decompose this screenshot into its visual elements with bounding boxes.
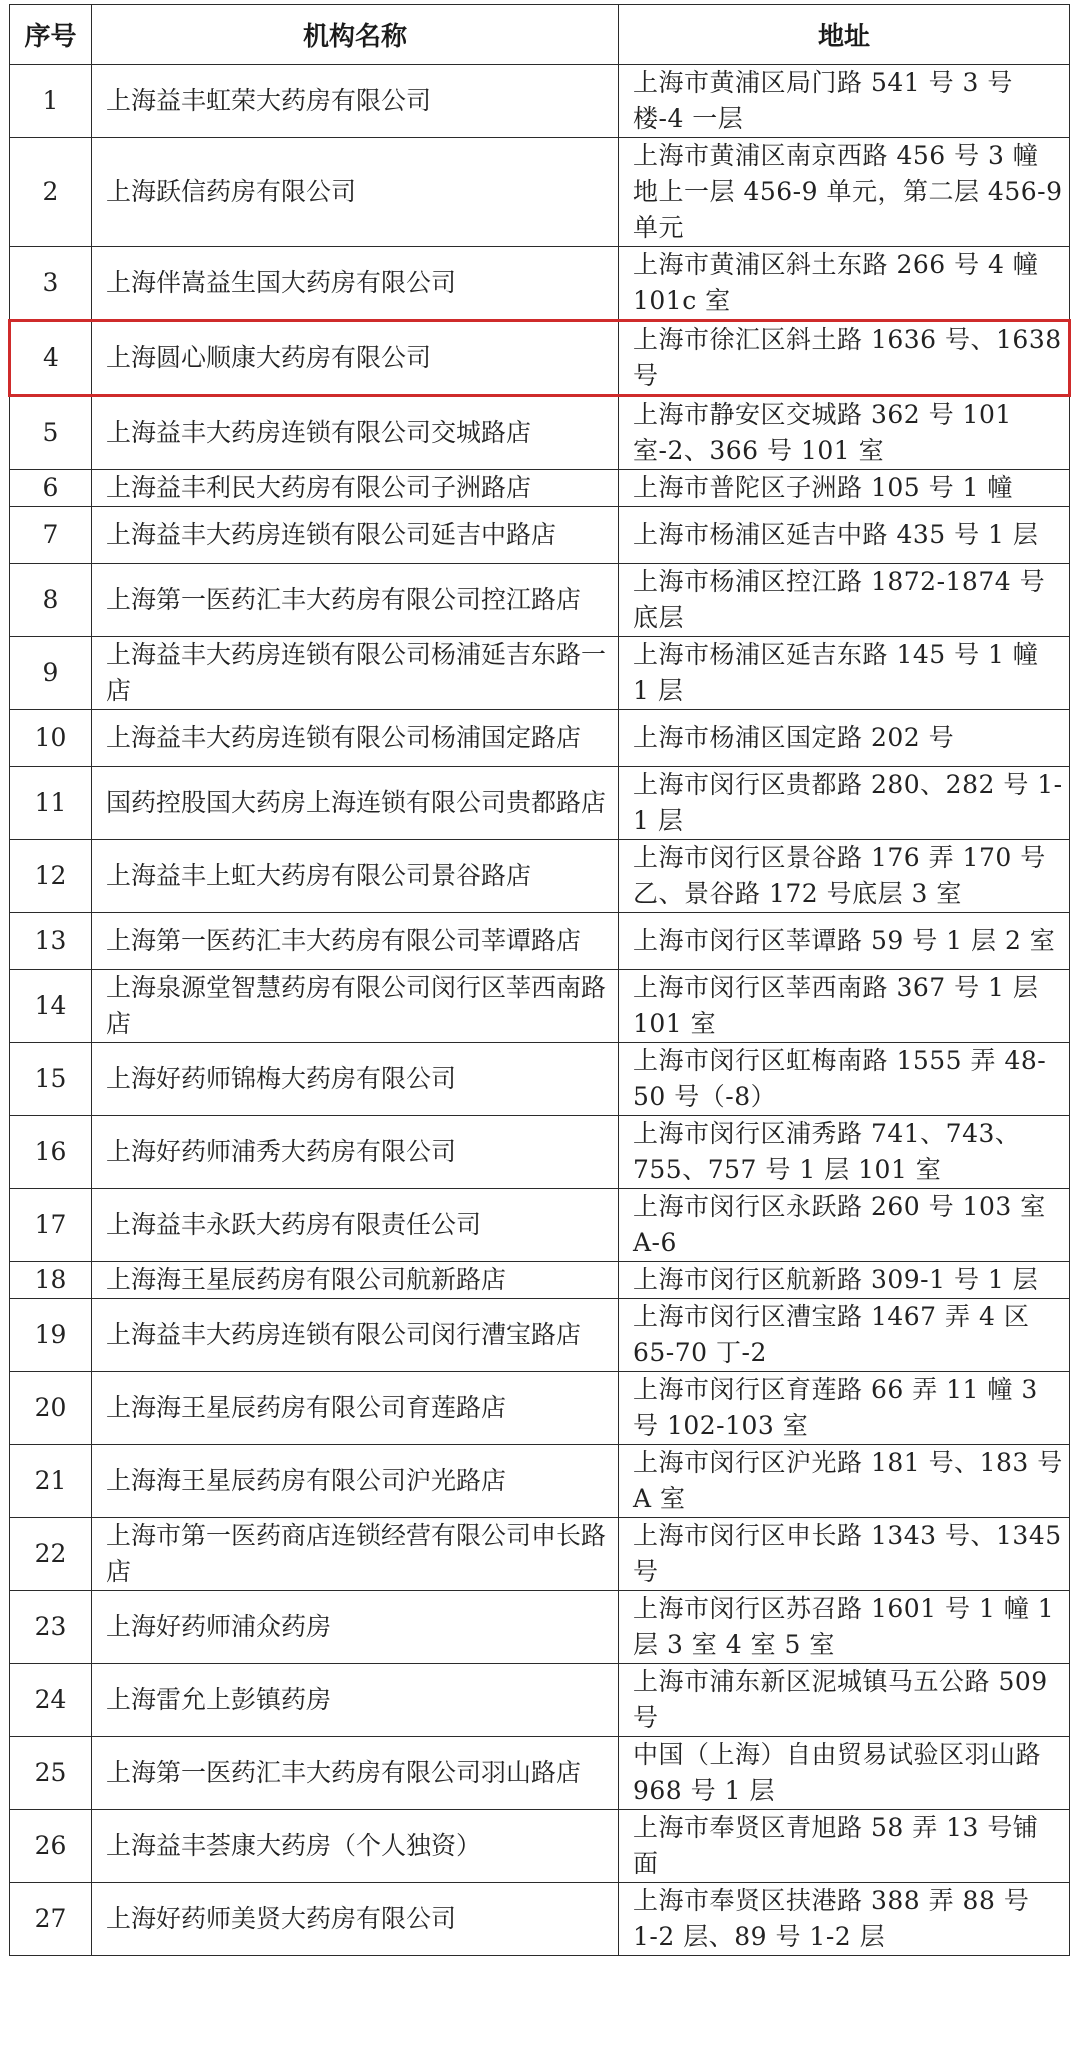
institution-address: 上海市黄浦区南京西路 456 号 3 幢地上一层 456-9 单元，第二层 456-9 单元: [619, 138, 1070, 247]
row-index: 21: [10, 1445, 92, 1518]
table-row: [10, 1116, 1070, 1189]
institution-name: 上海海王星辰药房有限公司育莲路店: [92, 1372, 619, 1445]
institution-name: 上海泉源堂智慧药房有限公司闵行区莘西南路店: [92, 970, 619, 1043]
institution-name: 上海市第一医药商店连锁经营有限公司申长路店: [92, 1518, 619, 1591]
row-index: 19: [10, 1299, 92, 1372]
row-index: 18: [10, 1262, 92, 1299]
institution-name: 上海圆心顺康大药房有限公司: [92, 321, 619, 396]
institution-name: 国药控股国大药房上海连锁有限公司贵都路店: [92, 767, 619, 840]
institution-address: 上海市闵行区莘谭路 59 号 1 层 2 室: [619, 913, 1070, 970]
table-body: [10, 65, 1070, 1956]
institution-address: 上海市闵行区航新路 309-1 号 1 层: [619, 1262, 1070, 1299]
institution-address: 上海市闵行区苏召路 1601 号 1 幢 1 层 3 室 4 室 5 室: [619, 1591, 1070, 1664]
table-row: [10, 637, 1070, 710]
institution-name: 上海益丰大药房连锁有限公司杨浦延吉东路一店: [92, 637, 619, 710]
table-header: [10, 5, 1070, 65]
table-row: [10, 1883, 1070, 1956]
table-row: [10, 1189, 1070, 1262]
table-row: [10, 767, 1070, 840]
institution-address: 上海市闵行区景谷路 176 弄 170 号乙、景谷路 172 号底层 3 室: [619, 840, 1070, 913]
institution-address: 上海市闵行区虹梅南路 1555 弄 48-50 号（-8）: [619, 1043, 1070, 1116]
row-index: 3: [10, 247, 92, 321]
table-row-highlighted: [10, 321, 1070, 396]
row-index: 15: [10, 1043, 92, 1116]
institution-address: 上海市闵行区永跃路 260 号 103 室 A-6: [619, 1189, 1070, 1262]
row-index: 1: [10, 65, 92, 138]
institution-name: 上海益丰荟康大药房（个人独资）: [92, 1810, 619, 1883]
row-index: 27: [10, 1883, 92, 1956]
row-index: 10: [10, 710, 92, 767]
row-index: 14: [10, 970, 92, 1043]
institution-name: 上海第一医药汇丰大药房有限公司控江路店: [92, 564, 619, 637]
table-row: [10, 840, 1070, 913]
row-index: 26: [10, 1810, 92, 1883]
institution-address: 上海市奉贤区青旭路 58 弄 13 号铺面: [619, 1810, 1070, 1883]
table-row: [10, 1810, 1070, 1883]
header-row: [10, 5, 1070, 65]
institution-address: 上海市闵行区浦秀路 741、743、755、757 号 1 层 101 室: [619, 1116, 1070, 1189]
institution-name: 上海益丰利民大药房有限公司子洲路店: [92, 470, 619, 507]
institution-name: 上海好药师美贤大药房有限公司: [92, 1883, 619, 1956]
table-row: [10, 507, 1070, 564]
institution-address: 上海市浦东新区泥城镇马五公路 509 号: [619, 1664, 1070, 1737]
institution-name: 上海益丰大药房连锁有限公司闵行漕宝路店: [92, 1299, 619, 1372]
table-row: [10, 1262, 1070, 1299]
institution-address: 上海市杨浦区延吉东路 145 号 1 幢 1 层: [619, 637, 1070, 710]
institution-name: 上海海王星辰药房有限公司航新路店: [92, 1262, 619, 1299]
institution-address: 上海市闵行区贵都路 280、282 号 1-1 层: [619, 767, 1070, 840]
row-index: 8: [10, 564, 92, 637]
table-row: [10, 65, 1070, 138]
institution-address: 上海市闵行区育莲路 66 弄 11 幢 3 号 102-103 室: [619, 1372, 1070, 1445]
institution-name: 上海跃信药房有限公司: [92, 138, 619, 247]
table-row: [10, 247, 1070, 321]
row-index: 5: [10, 396, 92, 470]
institution-name: 上海益丰大药房连锁有限公司交城路店: [92, 396, 619, 470]
row-index: 17: [10, 1189, 92, 1262]
table-row: [10, 710, 1070, 767]
row-index: 20: [10, 1372, 92, 1445]
institution-address: 上海市普陀区子洲路 105 号 1 幢: [619, 470, 1070, 507]
institution-name: 上海好药师浦秀大药房有限公司: [92, 1116, 619, 1189]
row-index: 11: [10, 767, 92, 840]
row-index: 2: [10, 138, 92, 247]
institution-name: 上海益丰大药房连锁有限公司杨浦国定路店: [92, 710, 619, 767]
table-row: [10, 1043, 1070, 1116]
row-index: 23: [10, 1591, 92, 1664]
table-row: [10, 396, 1070, 470]
institution-address: 上海市闵行区申长路 1343 号、1345 号: [619, 1518, 1070, 1591]
institution-name: 上海雷允上彭镇药房: [92, 1664, 619, 1737]
row-index: 12: [10, 840, 92, 913]
table-row: [10, 1299, 1070, 1372]
table-row: [10, 1518, 1070, 1591]
header-institution-name: 机构名称: [92, 5, 619, 65]
table-row: [10, 1445, 1070, 1518]
table-row: [10, 970, 1070, 1043]
institution-name: 上海益丰上虹大药房有限公司景谷路店: [92, 840, 619, 913]
institution-name: 上海益丰大药房连锁有限公司延吉中路店: [92, 507, 619, 564]
table-row: [10, 564, 1070, 637]
institution-address: 上海市杨浦区控江路 1872-1874 号底层: [619, 564, 1070, 637]
row-index: 13: [10, 913, 92, 970]
row-index: 7: [10, 507, 92, 564]
institution-name: 上海第一医药汇丰大药房有限公司莘谭路店: [92, 913, 619, 970]
institution-name: 上海好药师浦众药房: [92, 1591, 619, 1664]
row-index: 22: [10, 1518, 92, 1591]
institution-name: 上海好药师锦梅大药房有限公司: [92, 1043, 619, 1116]
institution-address: 上海市闵行区漕宝路 1467 弄 4 区 65-70 丁-2: [619, 1299, 1070, 1372]
header-index: 序号: [10, 5, 92, 65]
institution-address: 上海市杨浦区延吉中路 435 号 1 层: [619, 507, 1070, 564]
table-row: [10, 1737, 1070, 1810]
institution-name: 上海益丰永跃大药房有限责任公司: [92, 1189, 619, 1262]
institution-address: 上海市黄浦区局门路 541 号 3 号楼-4 一层: [619, 65, 1070, 138]
header-address: 地址: [619, 5, 1070, 65]
institution-address: 上海市杨浦区国定路 202 号: [619, 710, 1070, 767]
table-row: [10, 470, 1070, 507]
table-row: [10, 913, 1070, 970]
institution-address: 上海市徐汇区斜土路 1636 号、1638 号: [619, 321, 1070, 396]
row-index: 4: [10, 321, 92, 396]
institution-address: 上海市黄浦区斜土东路 266 号 4 幢 101c 室: [619, 247, 1070, 321]
row-index: 6: [10, 470, 92, 507]
row-index: 16: [10, 1116, 92, 1189]
institution-address: 上海市闵行区莘西南路 367 号 1 层 101 室: [619, 970, 1070, 1043]
institution-address: 中国（上海）自由贸易试验区羽山路 968 号 1 层: [619, 1737, 1070, 1810]
pharmacy-table: [8, 4, 1071, 1956]
institution-name: 上海益丰虹荣大药房有限公司: [92, 65, 619, 138]
institution-name: 上海海王星辰药房有限公司沪光路店: [92, 1445, 619, 1518]
institution-address: 上海市静安区交城路 362 号 101 室-2、366 号 101 室: [619, 396, 1070, 470]
table-row: [10, 1372, 1070, 1445]
row-index: 24: [10, 1664, 92, 1737]
institution-address: 上海市奉贤区扶港路 388 弄 88 号 1-2 层、89 号 1-2 层: [619, 1883, 1070, 1956]
table-row: [10, 138, 1070, 247]
institution-name: 上海第一医药汇丰大药房有限公司羽山路店: [92, 1737, 619, 1810]
institution-address: 上海市闵行区沪光路 181 号、183 号 A 室: [619, 1445, 1070, 1518]
table-row: [10, 1591, 1070, 1664]
row-index: 9: [10, 637, 92, 710]
institution-name: 上海伴嵩益生国大药房有限公司: [92, 247, 619, 321]
row-index: 25: [10, 1737, 92, 1810]
table-row: [10, 1664, 1070, 1737]
pharmacy-list-sheet: [8, 4, 1076, 1956]
